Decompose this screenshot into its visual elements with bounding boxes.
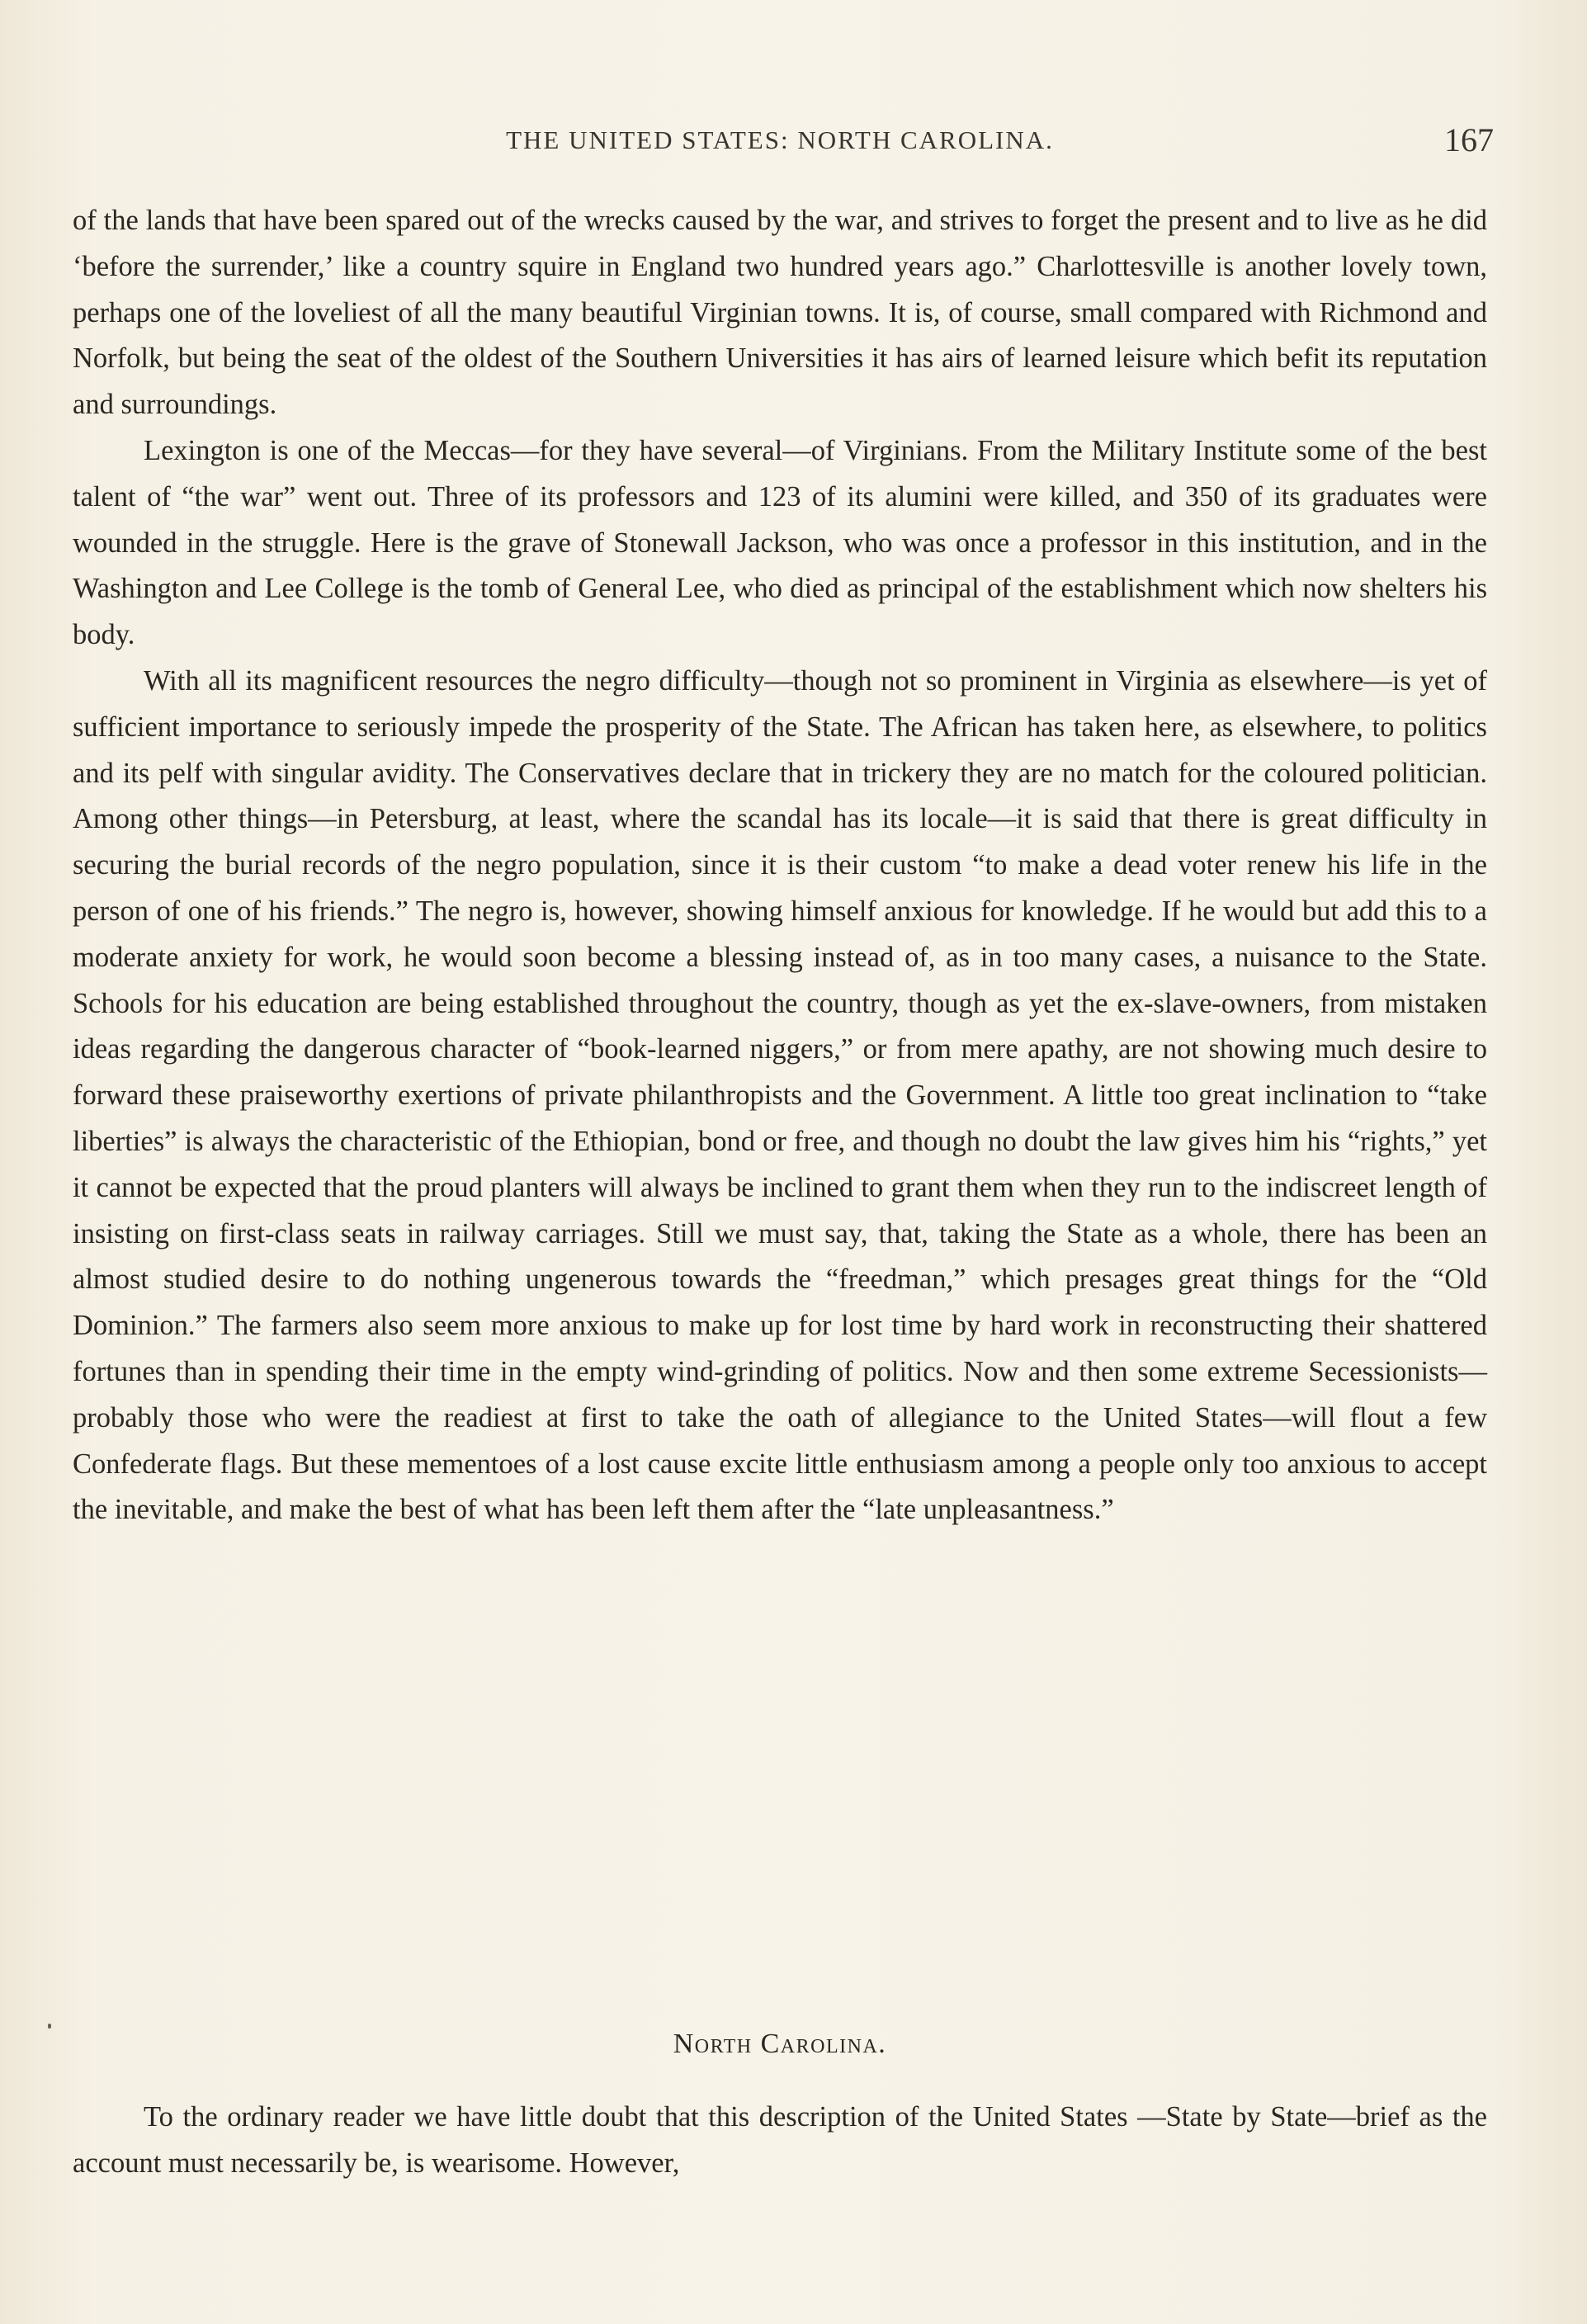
page-number: 167 [1444,121,1494,158]
section-text [73,2095,1487,2187]
body-text [73,198,1487,1533]
paragraph-continued: of the lands that have been spared out of the wrecks caused by the war, and strives to forget the present and to live as he did ‘before the surrender,’ like a country squire in England two hundred years ago.” Charlottesville is another lovely town, perhaps one of the loveliest of all the many beautiful Virginian towns. It is, of course, small compared with Richmond and Norfolk, but being the seat of the oldest of the Southern Universities it has airs of learned leisure which befit its reputation and surroundings. [73,205,1487,421]
paragraph-negro-difficulty: With all its magnificent resources the negro difficulty—though not so prominent in Virginia as elsewhere—is yet of sufficient importance to seriously impede the prosperity of the State. The African has taken here, as elsewhere, to politics and its pelf with singular avidity. The Conservatives declare that in trickery they are no match for the coloured politician. Among other things—in Petersburg, at least, where the scandal has its locale—it is said that there is great difficulty in securing the burial records of the negro population, since it is their custom “to make a dead voter renew his life in the person of one of his friends.” The negro is, however, showing himself anxious for knowledge. If he would but add this to a moderate anxiety for work, he would soon become a blessing instead of, as in too many cases, a nuisance to the State. Schools for his education are being established throughout the country, though as yet the ex-slave-owners, from mistaken ideas regarding the dangerous character of “book-learned niggers,” or from mere apathy, are not showing much desire to forward these praiseworthy exertions of private philanthropists and the Government. A little too great inclination to “take liberties” is always the characteristic of the Ethiopian, bond or free, and though no doubt the law gives him his “rights,” yet it cannot be expected that the proud planters will always be inclined to grant them when they run to the indiscreet length of insisting on first-class seats in railway carriages. Still we must say, that, taking the State as a whole, there has been an almost studied desire to do nothing ungenerous towards the “freedman,” which presages great things for the “Old Dominion.” The farmers also seem more anxious to make up for lost time by hard work in reconstructing their shattered fortunes than in spending their time in the empty wind-grinding of politics. Now and then some extreme Secessionists—probably those who were the readiest at first to take the oath of allegiance to the United States—will flout a few Confederate flags. But these mementoes of a lost cause excite little enthusiasm among a people only too anxious to accept the inevitable, and make the best of what has been left them after the “late unpleasantness.” [73,664,1487,1526]
paragraph-north-carolina: To the ordinary reader we have little doubt that this description of the United States —State by State—brief as the account must necessarily be, is wearisome. However, [73,2101,1487,2179]
section-heading: North Carolina. [673,2029,887,2059]
running-head [74,120,1494,162]
ink-speck [48,2024,51,2029]
running-title: THE UNITED STATES: NORTH CAROLINA. [506,125,1054,154]
paragraph-lexington: Lexington is one of the Meccas—for they have several—of Virginians. From the Military Institute some of the best talent of “the war” went out. Three of its professors and 123 of its alumini were killed, and 350 of its graduates were wounded in the struggle. Here is the grave of Stonewall Jackson, who was once a professor in this institution, and in the Washington and Lee College is the tomb of General Lee, who died as principal of the establishment which now shelters his body. [73,434,1487,651]
